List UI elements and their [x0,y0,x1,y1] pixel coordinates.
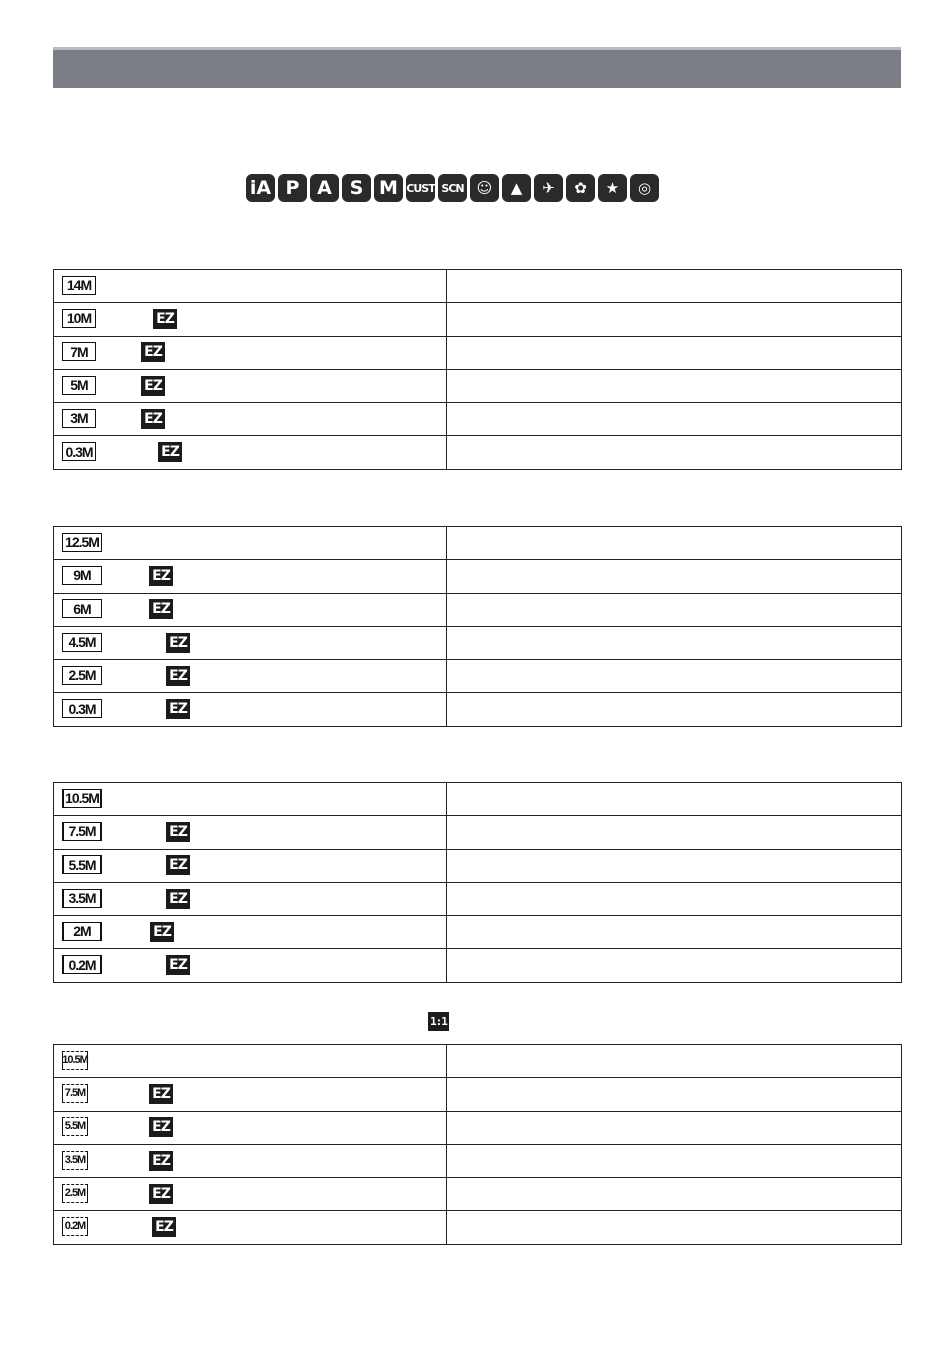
picture-size-cell [54,403,447,436]
picture-size-icon: 3.5M [62,1151,88,1170]
picture-size-icon: 6M [62,599,102,618]
picture-size-detail-cell [447,660,902,693]
picture-size-detail-cell [447,270,902,303]
table-row [54,403,902,436]
picture-size-icon: 10.5M [62,1051,88,1070]
scene-mode-icon: SCN [438,174,467,202]
extended-zoom-icon: EZ [166,699,190,719]
table-row [54,593,902,626]
picture-size-cell [54,1178,447,1211]
table-row [54,303,902,336]
custom-mode-icon: CUST [406,174,435,202]
picture-size-icon: 10M [62,309,96,328]
manual-mode-icon: M [374,174,403,202]
picture-size-cell [54,1111,447,1144]
table-row [54,626,902,659]
picture-size-icon: 2M [62,922,102,941]
extended-zoom-icon: EZ [152,1217,176,1237]
picture-size-cell [54,816,447,849]
extended-zoom-icon: EZ [149,1084,173,1104]
intelligent-auto-mode-icon: iA [246,174,275,202]
extended-zoom-icon: EZ [166,955,190,975]
extended-zoom-icon: EZ [166,889,190,909]
picture-size-cell [54,527,447,560]
table-row [54,1111,902,1144]
picture-size-detail-cell [447,303,902,336]
extended-zoom-icon: EZ [166,822,190,842]
table-row [54,1144,902,1177]
table-row [54,1078,902,1111]
picture-size-detail-cell [447,693,902,726]
extended-zoom-icon: EZ [166,666,190,686]
table-row [54,1045,902,1078]
picture-size-icon: 2.5M [62,666,102,685]
table-row [54,816,902,849]
picture-size-icon: 10.5M [62,789,102,808]
picture-size-detail-cell [447,916,902,949]
picture-size-icon: 0.3M [62,442,96,461]
table-row [54,527,902,560]
picture-size-icon: 0.3M [62,699,102,718]
picture-size-detail-cell [447,593,902,626]
extended-zoom-icon: EZ [158,442,182,462]
table-row [54,1211,902,1244]
picture-size-icon: 7.5M [62,822,102,841]
aspect-ratio-1-1-badge: 1:1 [428,1012,449,1031]
picture-size-cell [54,949,447,982]
extended-zoom-icon: EZ [141,409,165,429]
section-header-bar [53,47,901,88]
table-row [54,916,902,949]
picture-size-detail-cell [447,1144,902,1177]
table-row [54,336,902,369]
picture-size-table-4-3 [53,269,902,470]
extended-zoom-icon: EZ [149,1184,173,1204]
picture-size-cell [54,1211,447,1244]
picture-size-icon: 5.5M [62,855,102,874]
picture-size-detail-cell [447,1045,902,1078]
picture-size-cell [54,303,447,336]
extended-zoom-icon: EZ [149,1117,173,1137]
picture-size-icon: 5.5M [62,1117,88,1136]
scenery-mode-icon: ▲ [502,174,531,202]
picture-size-detail-cell [447,849,902,882]
picture-size-detail-cell [447,1211,902,1244]
picture-size-cell [54,593,447,626]
extended-zoom-icon: EZ [149,1151,173,1171]
picture-size-cell [54,882,447,915]
sports-mode-icon: ✈ [534,174,563,202]
picture-size-table-16-9 [53,782,902,983]
picture-size-cell [54,1144,447,1177]
picture-size-cell [54,660,447,693]
picture-size-detail-cell [447,369,902,402]
picture-size-icon: 4.5M [62,633,102,652]
night-portrait-mode-icon: ★ [598,174,627,202]
table-row [54,660,902,693]
extended-zoom-icon: EZ [166,855,190,875]
picture-size-cell [54,693,447,726]
table-row [54,270,902,303]
picture-size-icon: 0.2M [62,1217,88,1236]
extended-zoom-icon: EZ [166,633,190,653]
picture-size-icon: 9M [62,566,102,585]
picture-size-cell [54,270,447,303]
picture-size-icon: 3M [62,409,96,428]
picture-size-icon: 2.5M [62,1184,88,1203]
extended-zoom-icon: EZ [150,922,174,942]
picture-size-detail-cell [447,527,902,560]
picture-size-detail-cell [447,816,902,849]
shutter-priority-mode-icon: S [342,174,371,202]
table-row [54,1178,902,1211]
picture-size-detail-cell [447,560,902,593]
picture-size-cell [54,1078,447,1111]
picture-size-cell [54,916,447,949]
program-mode-icon: P [278,174,307,202]
table-row [54,849,902,882]
picture-size-detail-cell [447,436,902,469]
table-row [54,436,902,469]
table-row [54,882,902,915]
table-row [54,693,902,726]
close-up-mode-icon: ✿ [566,174,595,202]
extended-zoom-icon: EZ [149,566,173,586]
table-row [54,949,902,982]
picture-size-detail-cell [447,1078,902,1111]
picture-size-icon: 12.5M [62,533,102,552]
extended-zoom-icon: EZ [141,376,165,396]
picture-size-detail-cell [447,336,902,369]
picture-size-detail-cell [447,949,902,982]
picture-size-table-1-1 [53,1044,902,1245]
picture-size-detail-cell [447,1178,902,1211]
picture-size-icon: 7.5M [62,1084,88,1103]
picture-size-icon: 3.5M [62,889,102,908]
picture-size-cell [54,336,447,369]
picture-size-cell [54,436,447,469]
table-row [54,783,902,816]
picture-size-detail-cell [447,1111,902,1144]
picture-size-icon: 5M [62,376,96,395]
picture-size-cell [54,560,447,593]
my-color-mode-icon: ◎ [630,174,659,202]
picture-size-icon: 7M [62,342,96,361]
picture-size-cell [54,849,447,882]
picture-size-icon: 14M [62,276,96,295]
table-row [54,369,902,402]
portrait-mode-icon: ☺ [470,174,499,202]
picture-size-cell [54,783,447,816]
picture-size-cell [54,369,447,402]
extended-zoom-icon: EZ [141,342,165,362]
picture-size-detail-cell [447,882,902,915]
picture-size-detail-cell [447,783,902,816]
picture-size-cell [54,626,447,659]
picture-size-detail-cell [447,626,902,659]
extended-zoom-icon: EZ [153,309,177,329]
aperture-priority-mode-icon: A [310,174,339,202]
table-row [54,560,902,593]
extended-zoom-icon: EZ [149,599,173,619]
picture-size-icon: 0.2M [62,955,102,974]
applicable-modes-icon-row [246,174,659,202]
picture-size-detail-cell [447,403,902,436]
picture-size-cell [54,1045,447,1078]
picture-size-table-3-2 [53,526,902,727]
